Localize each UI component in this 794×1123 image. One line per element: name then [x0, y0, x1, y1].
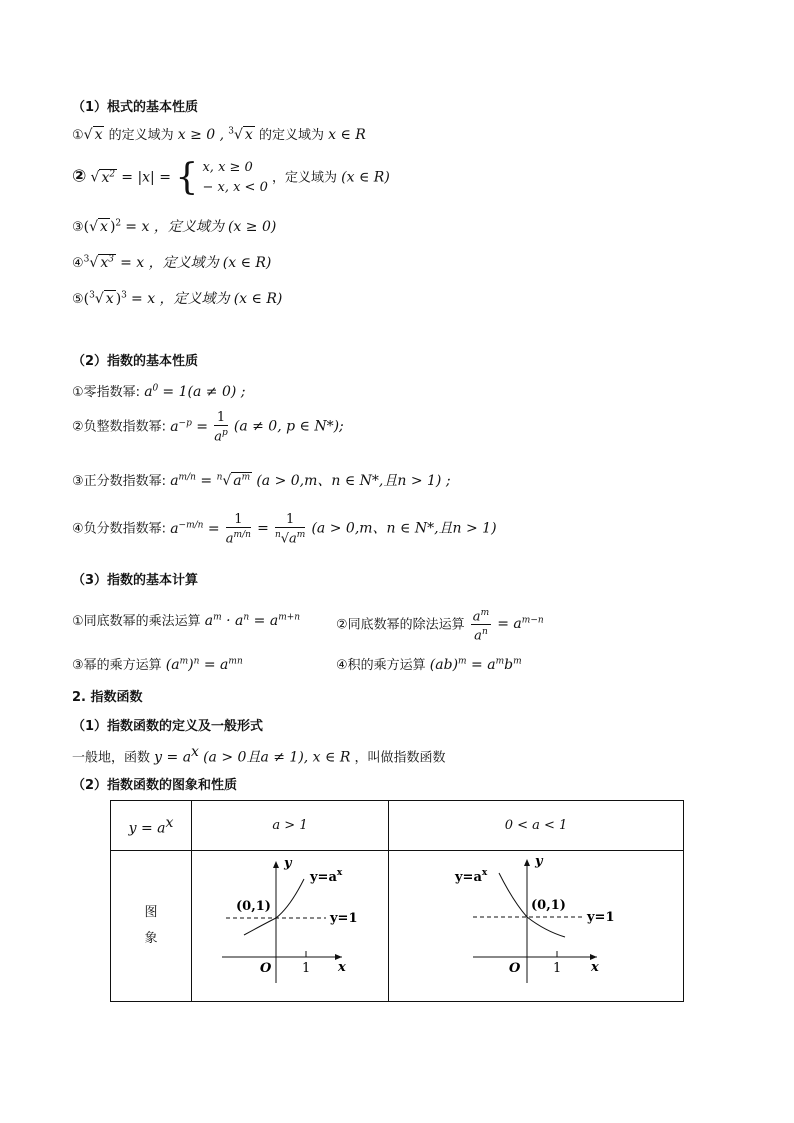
- growth-graph: [192, 851, 388, 1001]
- origin-label: O: [260, 961, 272, 976]
- rule-product-power: ④积的乘方运算 $(ab)^m = a^mb^m$: [336, 656, 522, 673]
- y-axis-label: y: [535, 854, 543, 869]
- table-header-row: [111, 801, 684, 851]
- text: ②同底数幂的除法运算: [336, 617, 465, 633]
- exponent-line-1: ①零指数幂: $a^0 = 1(a \ne 0)$ ;: [72, 383, 246, 400]
- graph-cell-decay: [389, 851, 684, 1002]
- item-marker: ③: [72, 220, 84, 235]
- text: ④积的乘方运算: [336, 658, 426, 673]
- tick-label-1: 1: [302, 961, 311, 976]
- text: ③正分数指数幂:: [72, 474, 167, 489]
- tick-label-1: 1: [553, 961, 562, 976]
- math: (a > 0且a ≠ 1), x ∈ R: [203, 749, 351, 766]
- graph-cell-growth: [192, 851, 389, 1002]
- math: (x ∈ R): [341, 169, 390, 186]
- text: 的定义域为: [108, 128, 174, 143]
- graph-heading: （2）指数函数的图象和性质: [72, 778, 238, 793]
- case-negative: − x, x < 0: [202, 180, 268, 195]
- x-axis-label: x: [338, 960, 346, 975]
- line-label: y=1: [330, 911, 358, 926]
- definition-heading: （1）指数函数的定义及一般形式: [72, 719, 264, 734]
- text: ①同底数幂的乘法运算: [72, 614, 201, 629]
- decay-graph: [389, 851, 683, 1001]
- rule-quotient: ②同底数幂的除法运算 $\frac{a^m}{a^n}$ = $a^{m-n}$: [336, 608, 544, 644]
- math: y = a: [154, 749, 192, 766]
- math: (x ∈ R): [233, 291, 283, 307]
- text: 的定义域为: [258, 128, 324, 143]
- exponential-function-table: [110, 800, 684, 1002]
- chapter-2-heading: 2. 指数函数: [72, 690, 143, 705]
- function-label: $y=a^x$: [310, 868, 343, 885]
- text: 一般地，函数: [72, 750, 151, 766]
- item-marker: ⑤: [72, 292, 84, 307]
- text: ①零指数幂:: [72, 385, 141, 400]
- item-marker: ②: [72, 166, 87, 187]
- radical-line-4: ④$^3$√ $x^3 = x$ ，定义域为 (x ∈ R): [72, 254, 272, 271]
- case-positive: x, x ≥ 0: [202, 160, 253, 175]
- text: = x ，定义域为: [131, 291, 230, 307]
- rule-power: ③幂的乘方运算 $(a^m)^n = a^{mn}$: [72, 656, 243, 673]
- text: ②负整数指数幂:: [72, 419, 167, 435]
- header-function: $y = a^x$: [111, 801, 192, 851]
- intercept-label: (0,1): [236, 899, 271, 914]
- math: x ∈ R: [328, 127, 366, 143]
- header-a-between-0-1: 0 < a < 1: [389, 801, 684, 851]
- item-marker: ④: [72, 256, 84, 271]
- function-label: $y=a^x$: [455, 868, 488, 885]
- text: = x ，定义域为: [125, 219, 224, 235]
- radical-line-2: ② √ $x^2 = |x|$ = { x, x ≥ 0 − x, x < 0 ，定义域为 (x ∈ R): [72, 157, 390, 198]
- header-a-greater-1: a > 1: [192, 801, 389, 851]
- intercept-label: (0,1): [531, 898, 566, 913]
- math: (x ∈ R): [222, 255, 272, 271]
- math: (x ≥ 0): [227, 219, 277, 235]
- radical-line-1: ①√ x 的定义域为 x ≥ 0 , $^3$√ x 的定义域为 x ∈ R: [72, 126, 366, 143]
- section-2-heading: （2）指数的基本性质: [72, 354, 199, 369]
- y-axis-label: y: [284, 856, 292, 871]
- math: x ≥ 0 ,: [177, 127, 225, 143]
- exponent-line-4: ④负分数指数幂: $a^{-m/n}$ = $\frac{1}{a^{m/n}}$ = $\frac{1}{^n√a^m}$ (a > 0,m、n ∈ N*,且n > 1): [72, 512, 497, 547]
- line-label: y=1: [587, 910, 615, 925]
- radical-line-5: ⑤($^3$√ x )$^3$ = x ，定义域为 (x ∈ R): [72, 290, 283, 307]
- radical-line-3: ③(√ x )$^2$ = x ，定义域为 (x ≥ 0): [72, 218, 277, 235]
- text: ，定义域为: [272, 170, 338, 186]
- item-marker: ①: [72, 128, 84, 143]
- text: ④负分数指数幂:: [72, 521, 167, 537]
- definition-line: 一般地，函数 $y = a^x$ (a > 0且a ≠ 1), x ∈ R ，叫做指数函数: [72, 744, 446, 766]
- math: = 1(a ≠ 0) ;: [162, 384, 246, 400]
- section-3-heading: （3）指数的基本计算: [72, 573, 199, 588]
- rule-product: ①同底数幂的乘法运算 $a^m \cdot a^n = a^{m+n}$: [72, 612, 301, 629]
- math: (a ≠ 0, p ∈ N*);: [233, 418, 344, 435]
- exponent-line-2: ②负整数指数幂: $a^{-p}$ = $\frac{1}{a^p}$ (a ≠ 0, p ∈ N*);: [72, 410, 344, 445]
- math: (a > 0,m、n ∈ N*,且n > 1) ;: [256, 473, 451, 489]
- exponent-line-3: ③正分数指数幂: $a^{m/n} = ^n√$ $a^m$ (a > 0,m、n ∈ N*,且n > 1) ;: [72, 472, 451, 489]
- text: ③幂的乘方运算: [72, 658, 162, 673]
- row-label-graph: 图 象: [111, 851, 192, 1002]
- origin-label: O: [509, 961, 521, 976]
- text: = x ，定义域为: [120, 255, 219, 271]
- text: ，叫做指数函数: [354, 750, 446, 766]
- table-graph-row: [111, 851, 684, 1002]
- math: (a > 0,m、n ∈ N*,且n > 1): [311, 520, 497, 537]
- section-1-heading: （1）根式的基本性质: [72, 100, 199, 115]
- x-axis-label: x: [591, 960, 599, 975]
